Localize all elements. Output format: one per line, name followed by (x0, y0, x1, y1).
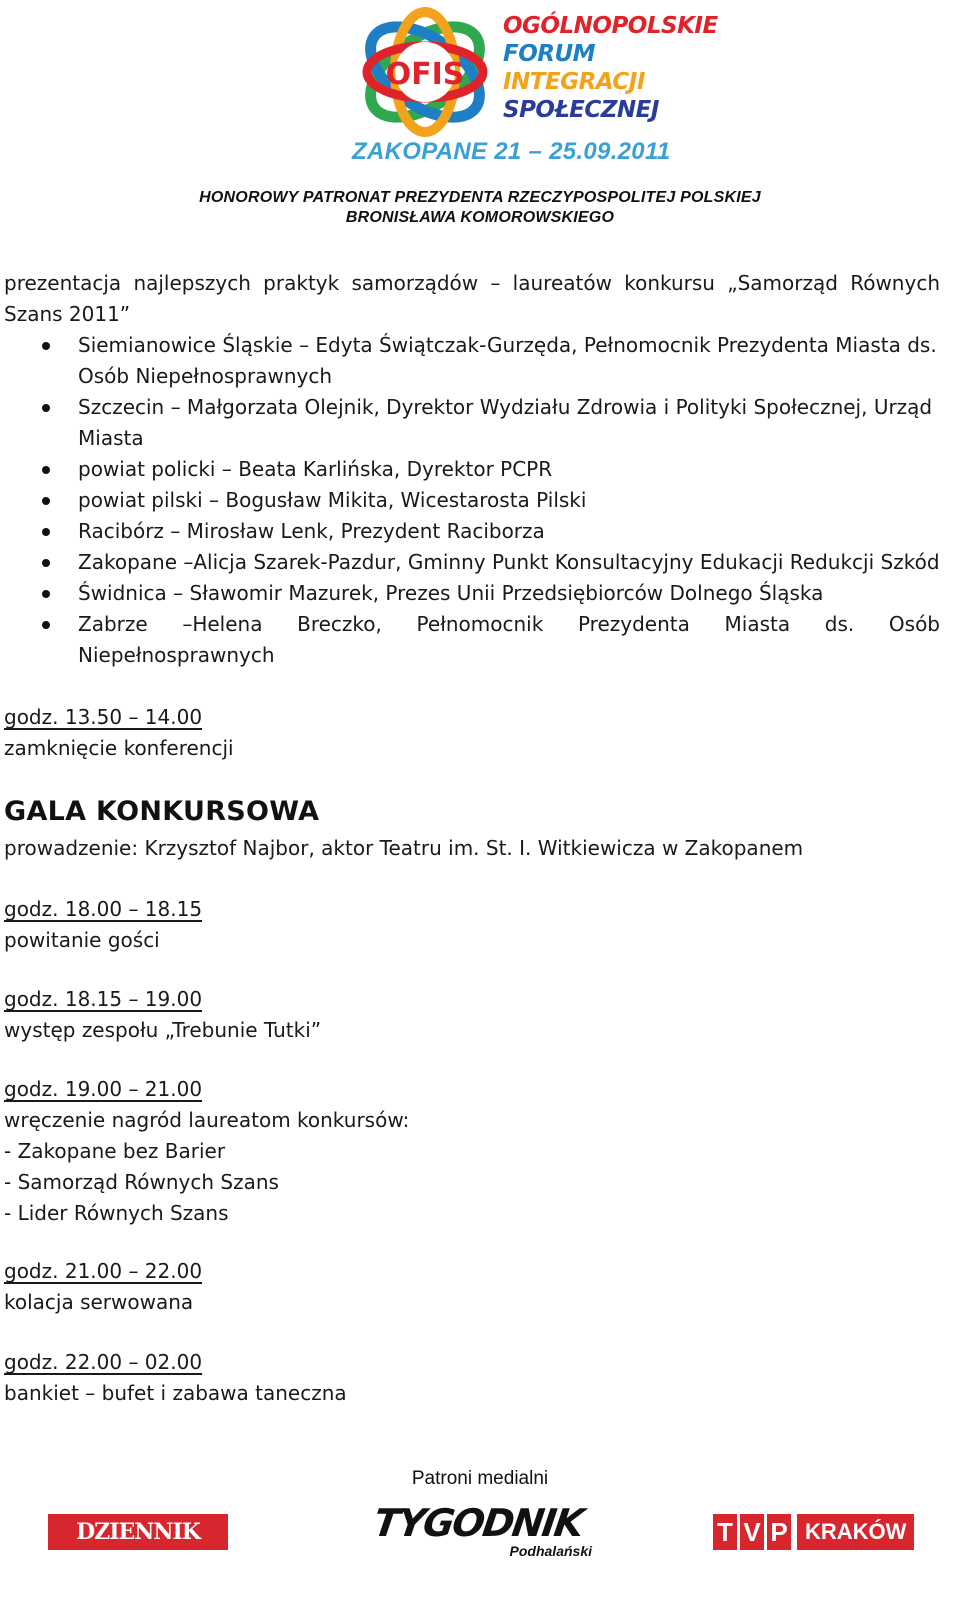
logo-line-2: FORUM (503, 41, 596, 67)
gala-event (4, 1347, 347, 1409)
bullet-icon (42, 621, 50, 629)
closing-time: godz. 13.50 – 14.00 (4, 705, 203, 729)
logo-line-4: SPOŁECZNEJ (503, 97, 659, 123)
gala-event (4, 1074, 409, 1229)
tvp-krakow-logo (713, 1514, 914, 1550)
gala-event (4, 984, 321, 1046)
honorary-patronage (0, 188, 960, 228)
tvp-letter: V (740, 1514, 764, 1550)
bullet-icon (42, 342, 50, 350)
event-desc: powitanie gości (4, 928, 160, 952)
tygodnik-title: TYGODNIK (370, 1501, 585, 1545)
closing-block (4, 702, 234, 764)
practices-list (4, 330, 940, 671)
event-desc: kolacja serwowana (4, 1290, 194, 1314)
event-desc: bankiet – bufet i zabawa taneczna (4, 1381, 347, 1405)
gala-heading: GALA KONKURSOWA (4, 796, 320, 827)
list-item: powiat pilski – Bogusław Mikita, Wicestarosta Pilski (4, 485, 940, 516)
bullet-icon (42, 528, 50, 536)
bullet-icon (42, 497, 50, 505)
patronage-line-1: HONOROWY PATRONAT PREZYDENTA RZECZYPOSPOLITEJ POLSKIEJ (199, 189, 761, 206)
logo-abbr: OFIS (385, 57, 465, 92)
logo-line-3: INTEGRACJI (503, 69, 645, 95)
list-item: Racibórz – Mirosław Lenk, Prezydent Raciborza (4, 516, 940, 547)
dziennik-polski-logo: DZIENNIK POLSKI (48, 1514, 228, 1550)
patronage-line-2: BRONISŁAWA KOMOROWSKIEGO (345, 209, 615, 226)
list-item: Świdnica – Sławomir Mazurek, Prezes Unii Przedsiębiorców Dolnego Śląska (4, 578, 940, 609)
tvp-city: KRAKÓW (797, 1514, 914, 1550)
award-item: - Lider Równych Szans (4, 1201, 229, 1225)
bullet-icon (42, 590, 50, 598)
event-desc: występ zespołu „Trebunie Tutki” (4, 1018, 322, 1042)
logo-wordmark (503, 12, 718, 124)
logo-line-1: OGÓLNOPOLSKIE (503, 13, 718, 39)
award-item: - Zakopane bez Barier (4, 1139, 226, 1163)
gala-event (4, 894, 202, 956)
bullet-icon (42, 466, 50, 474)
event-dates: ZAKOPANE 21 – 25.09.2011 (352, 138, 671, 165)
tvp-letter: P (767, 1514, 791, 1550)
gala-event (4, 1256, 202, 1318)
event-desc: wręczenie nagród laureatom konkursów: (4, 1108, 410, 1132)
media-patrons-label: Patroni medialni (411, 1468, 549, 1489)
tygodnik-podhalanski-logo (366, 1497, 598, 1563)
award-item: - Samorząd Równych Szans (4, 1170, 279, 1194)
list-item: Siemianowice Śląskie – Edyta Świątczak-Gurzęda, Pełnomocnik Prezydenta Miasta ds. Osób Niepełnosprawnych (4, 330, 940, 392)
gala-host: prowadzenie: Krzysztof Najbor, aktor Teatru im. St. I. Witkiewicza w Zakopanem (4, 836, 804, 860)
bullet-icon (42, 559, 50, 567)
list-item: Zakopane –Alicja Szarek-Pazdur, Gminny Punkt Konsultacyjny Edukacji Redukcji Szkód (4, 547, 940, 578)
event-time: godz. 18.00 – 18.15 (4, 897, 203, 921)
closing-desc: zamknięcie konferencji (4, 736, 234, 760)
list-item: powiat policki – Beata Karlińska, Dyrektor PCPR (4, 454, 940, 485)
bullet-icon (42, 404, 50, 412)
list-item: Szczecin – Małgorzata Olejnik, Dyrektor Wydziału Zdrowia i Polityki Społecznej, Urząd Miasta (4, 392, 940, 454)
tvp-letter: T (713, 1514, 737, 1550)
list-item: Zabrze –Helena Breczko, Pełnomocnik Prezydenta Miasta ds. Osób Niepełnosprawnych (4, 609, 940, 671)
event-time: godz. 19.00 – 21.00 (4, 1077, 203, 1101)
ofis-rings-icon (355, 6, 505, 138)
practices-intro: prezentacja najlepszych praktyk samorządów – laureatów konkursu „Samorząd Równych Szans 2011” (4, 271, 940, 326)
ofis-logo (355, 6, 718, 138)
tygodnik-subtitle: Podhalański (509, 1543, 592, 1559)
event-time: godz. 18.15 – 19.00 (4, 987, 203, 1011)
event-time: godz. 21.00 – 22.00 (4, 1259, 203, 1283)
event-time: godz. 22.00 – 02.00 (4, 1350, 203, 1374)
